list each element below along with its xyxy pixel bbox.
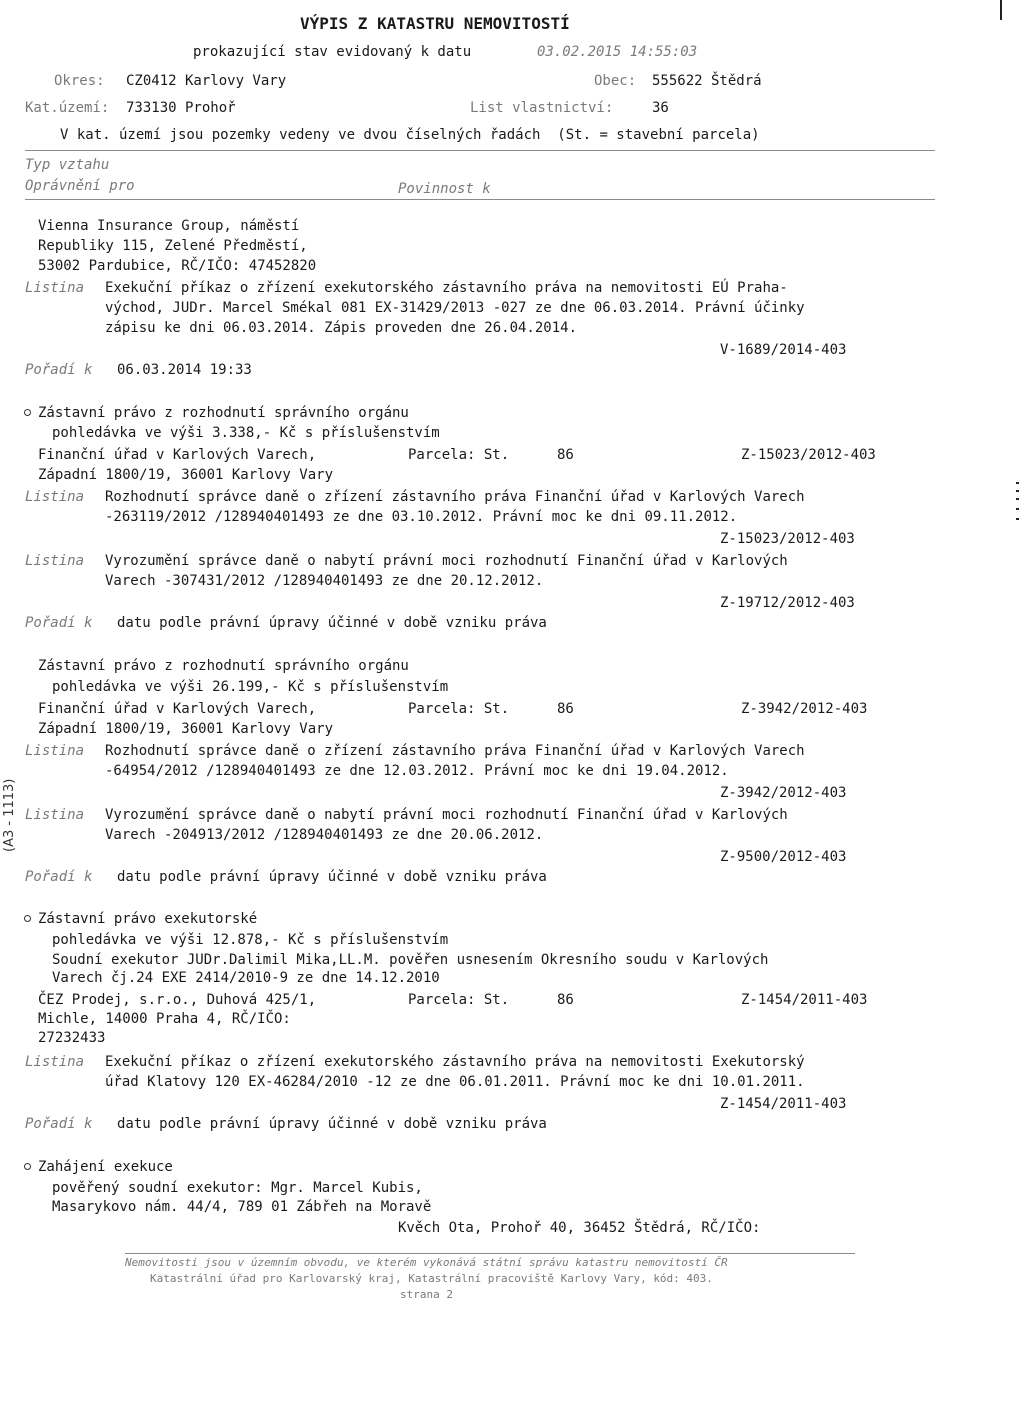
listina-line: Vyrozumění správce daně o nabytí právní moci rozhodnutí Finanční úřad v Karlových (105, 553, 788, 569)
entry-title: Zástavní právo exekutorské (38, 911, 258, 927)
creditor-line: Západní 1800/19, 36001 Karlovy Vary (38, 721, 334, 737)
parcela-label: Parcela: St. (408, 447, 510, 463)
scan-tick (1016, 490, 1019, 492)
listina-line: zápisu ke dni 06.03.2014. Zápis proveden dne 26.04.2014. (105, 320, 578, 336)
parcela-value: 86 (557, 447, 574, 463)
poradi-value: datu podle právní úpravy účinné v době vzniku práva (117, 615, 547, 631)
owner-line: Republiky 115, Zelené Předměstí, (38, 238, 308, 254)
footer-line: Katastrální úřad pro Karlovarský kraj, Katastrální pracoviště Karlovy Vary, kód: 403. (150, 1272, 713, 1285)
creditor-line: 27232433 (38, 1030, 106, 1046)
col-povinnost-k: Povinnost k (398, 181, 491, 197)
scan-tick (1016, 518, 1019, 520)
creditor-line: Michle, 14000 Praha 4, RČ/IČO: (38, 1011, 291, 1027)
bullet-icon (24, 409, 31, 416)
listina-line: Varech -307431/2012 /128940401493 ze dne 20.12.2012. (105, 573, 544, 589)
poradi-value: datu podle právní úpravy účinné v době vzniku práva (117, 869, 547, 885)
col-opravneni-pro: Oprávnění pro (25, 178, 135, 194)
okres-label: Okres: (54, 73, 105, 89)
listina-line: -263119/2012 /128940401493 ze dne 03.10.2012. Právní moc ke dni 09.11.2012. (105, 509, 738, 525)
creditor-line: Finanční úřad v Karlových Varech, (38, 701, 317, 717)
divider (25, 199, 935, 200)
obec-value: 555622 Štědrá (652, 73, 762, 89)
parcela-label: Parcela: St. (408, 701, 510, 717)
listina-label: Listina (25, 280, 85, 296)
katuzemi-label: Kat.území: (25, 100, 110, 116)
scan-edge-mark (1000, 0, 1002, 20)
reference-number: Z-15023/2012-403 (720, 531, 855, 547)
scan-tick (1016, 508, 1019, 510)
page-number: strana 2 (400, 1288, 453, 1301)
entry-line: Masarykovo nám. 44/4, 789 01 Zábřeh na Moravě (52, 1199, 432, 1215)
header-note: V kat. území jsou pozemky vedeny ve dvou číselných řadách (St. = stavební parcela) (60, 127, 760, 143)
parcela-value: 86 (557, 701, 574, 717)
reference-number: Z-3942/2012-403 (741, 701, 868, 717)
entry-line: pověřený soudní exekutor: Mgr. Marcel Kubis, (52, 1180, 423, 1196)
reference-number: V-1689/2014-403 (720, 342, 847, 358)
creditor-line: Finanční úřad v Karlových Varech, (38, 447, 317, 463)
entry-line: pohledávka ve výši 12.878,- Kč s příslušenstvím (52, 932, 449, 948)
divider (25, 150, 935, 151)
scan-tick (1016, 482, 1019, 484)
listina-label: Listina (25, 489, 85, 505)
listina-line: Rozhodnutí správce daně o zřízení zástavního práva Finanční úřad v Karlových Varech (105, 489, 805, 505)
entry-title: Zástavní právo z rozhodnutí správního orgánu (38, 405, 409, 421)
poradi-label: Pořadí k (25, 1116, 93, 1132)
debtor: Kvěch Ota, Prohoř 40, 36452 Štědrá, RČ/IČO: (398, 1220, 761, 1236)
poradi-label: Pořadí k (25, 869, 93, 885)
reference-number: Z-3942/2012-403 (720, 785, 847, 801)
poradi-value: datu podle právní úpravy účinné v době vzniku práva (117, 1116, 547, 1132)
listina-line: východ, JUDr. Marcel Smékal 081 EX-31429/2013 -027 ze dne 06.03.2014. Právní účinky (105, 300, 805, 316)
reference-number: Z-1454/2011-403 (741, 992, 868, 1008)
obec-label: Obec: (594, 73, 637, 89)
listina-line: Vyrozumění správce daně o nabytí právní moci rozhodnutí Finanční úřad v Karlových (105, 807, 788, 823)
reference-number: Z-19712/2012-403 (720, 595, 855, 611)
bullet-icon (24, 1163, 31, 1170)
parcela-value: 86 (557, 992, 574, 1008)
subtitle-date: 03.02.2015 14:55:03 (537, 44, 698, 60)
owner-line: Vienna Insurance Group, náměstí (38, 218, 300, 234)
reference-number: Z-1454/2011-403 (720, 1096, 847, 1112)
footer-divider (125, 1253, 855, 1254)
page-title: VÝPIS Z KATASTRU NEMOVITOSTÍ (300, 14, 570, 33)
listina-label: Listina (25, 1054, 85, 1070)
creditor-line: ČEZ Prodej, s.r.o., Duhová 425/1, (38, 992, 317, 1008)
poradi-label: Pořadí k (25, 362, 93, 378)
amount: pohledávka ve výši 3.338,- Kč s příslušenstvím (52, 425, 440, 441)
reference-number: Z-15023/2012-403 (741, 447, 876, 463)
listina-line: -64954/2012 /128940401493 ze dne 12.03.2012. Právní moc ke dni 19.04.2012. (105, 763, 729, 779)
listina-label: Listina (25, 553, 85, 569)
listina-line: úřad Klatovy 120 EX-46284/2010 -12 ze dne 06.01.2011. Právní moc ke dni 10.01.2011. (105, 1074, 805, 1090)
entry-title: Zástavní právo z rozhodnutí správního orgánu (38, 658, 409, 674)
poradi-value: 06.03.2014 19:33 (117, 362, 252, 378)
listina-label: Listina (25, 743, 85, 759)
scan-tick (1016, 498, 1019, 500)
listina-line: Varech -204913/2012 /128940401493 ze dne 20.06.2012. (105, 827, 544, 843)
listina-label: Listina (25, 807, 85, 823)
footer-line: Nemovitosti jsou v územním obvodu, ve kterém vykonává státní správu katastru nemovitostí ČR (125, 1256, 728, 1269)
subtitle-prefix: prokazující stav evidovaný k datu (193, 44, 472, 60)
entry-title: Zahájení exekuce (38, 1159, 173, 1175)
listina-line: Exekuční příkaz o zřízení exekutorského zástavního práva na nemovitosti EÚ Praha- (105, 280, 788, 296)
lv-label: List vlastnictví: (470, 100, 614, 116)
entry-line: Varech čj.24 EXE 2414/2010-9 ze dne 14.12.2010 (52, 970, 440, 986)
bullet-icon (24, 915, 31, 922)
entry-line: Soudní exekutor JUDr.Dalimil Mika,LL.M. pověřen usnesením Okresního soudu v Karlových (52, 952, 769, 968)
creditor-line: Západní 1800/19, 36001 Karlovy Vary (38, 467, 334, 483)
okres-value: CZ0412 Karlovy Vary (126, 73, 287, 89)
parcela-label: Parcela: St. (408, 992, 510, 1008)
listina-line: Exekuční příkaz o zřízení exekutorského zástavního práva na nemovitosti Exekutorský (105, 1054, 805, 1070)
owner-line: 53002 Pardubice, RČ/IČO: 47452820 (38, 258, 317, 274)
lv-value: 36 (652, 100, 669, 116)
poradi-label: Pořadí k (25, 615, 93, 631)
katuzemi-value: 733130 Prohoř (126, 100, 236, 116)
col-typ-vztahu: Typ vztahu (25, 157, 110, 173)
amount: pohledávka ve výši 26.199,- Kč s příslušenstvím (52, 679, 449, 695)
listina-line: Rozhodnutí správce daně o zřízení zástavního práva Finanční úřad v Karlových Varech (105, 743, 805, 759)
side-form-code: (A3 - 1113) (2, 778, 17, 852)
reference-number: Z-9500/2012-403 (720, 849, 847, 865)
